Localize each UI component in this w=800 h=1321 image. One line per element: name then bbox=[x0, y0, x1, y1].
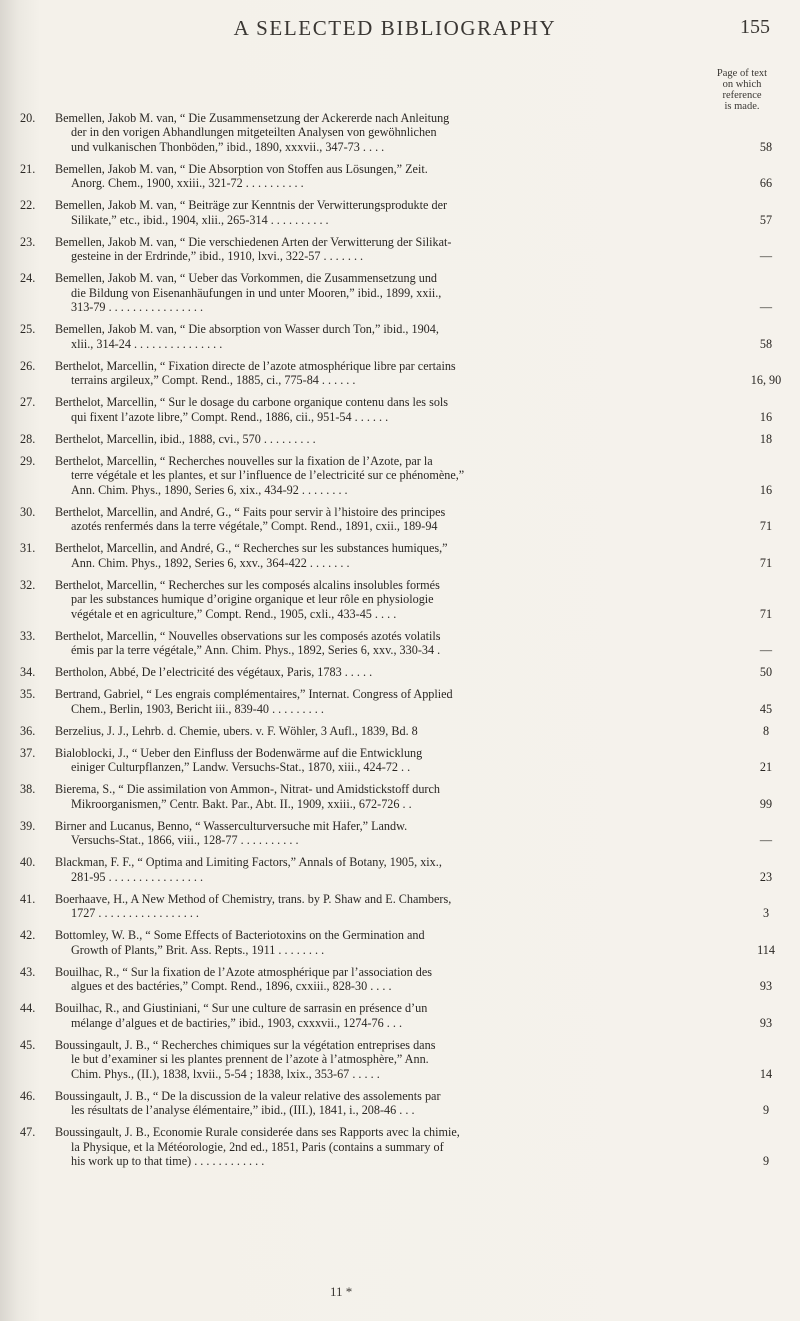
entry-citation bbox=[55, 271, 743, 314]
entry-citation bbox=[55, 1038, 743, 1081]
entry-citation bbox=[55, 1001, 743, 1030]
entry-page-reference: — bbox=[759, 833, 773, 848]
citation-line: Bemellen, Jakob M. van, “ Beiträge zur Kenntnis der Verwitterungsprodukte der bbox=[55, 198, 448, 213]
bibliography-entry bbox=[20, 819, 795, 848]
reference-column-note bbox=[704, 68, 780, 112]
entry-page-reference: 58 bbox=[759, 139, 773, 154]
entry-page-reference: 23 bbox=[759, 869, 773, 884]
citation-line: par les substances humique d’origine organique et leur rôle en physiologie bbox=[71, 592, 434, 607]
citation-line: Bialoblocki, J., “ Ueber den Einfluss der Bodenwärme auf die Entwicklung bbox=[55, 745, 423, 760]
citation-line: 281-95 . . . . . . . . . . . . . . . . bbox=[71, 869, 204, 884]
citation-line: Birner and Lucanus, Benno, “ Wasserculturversuche mit Hafer,” Landw. bbox=[55, 818, 408, 833]
entry-citation bbox=[55, 505, 743, 534]
entry-page-reference: 16 bbox=[759, 409, 773, 424]
entry-page-reference: 3 bbox=[762, 906, 770, 921]
entry-number: 31. bbox=[20, 541, 36, 556]
entry-number: 33. bbox=[20, 628, 36, 643]
entry-citation bbox=[55, 724, 743, 738]
reference-note-line: Page of text bbox=[716, 68, 768, 79]
citation-line: Anorg. Chem., 1900, xxiii., 321-72 . . . . . . . . . . bbox=[71, 176, 304, 191]
entry-page-reference: 71 bbox=[759, 606, 773, 621]
citation-line: der in den vorigen Abhandlungen mitgeteilten Analysen von gewöhnlichen bbox=[71, 125, 437, 140]
citation-line: xlii., 314-24 . . . . . . . . . . . . . . . bbox=[71, 336, 223, 351]
bibliography-entry bbox=[20, 111, 795, 154]
entry-number: 28. bbox=[20, 431, 36, 446]
citation-line: Bertholon, Abbé, De l’electricité des végétaux, Paris, 1783 . . . . . bbox=[55, 665, 373, 680]
entry-page-reference: 16 bbox=[759, 482, 773, 497]
entry-number: 40. bbox=[20, 855, 36, 870]
bibliography-entry bbox=[20, 1038, 795, 1081]
signature-mark: 11 * bbox=[330, 1284, 353, 1299]
entry-number: 44. bbox=[20, 1001, 36, 1016]
citation-line: Berthelot, Marcellin, “ Recherches sur les composés alcalins insolubles formés bbox=[55, 577, 440, 592]
entry-citation bbox=[55, 1089, 743, 1118]
entry-citation bbox=[55, 855, 743, 884]
citation-line: Bemellen, Jakob M. van, “ Die absorption von Wasser durch Ton,” ibid., 1904, bbox=[55, 322, 439, 337]
citation-line: Bemellen, Jakob M. van, “ Die Zusammensetzung der Ackererde nach Anleitung bbox=[55, 111, 450, 125]
citation-line: Silikate,” etc., ibid., 1904, xlii., 265-314 . . . . . . . . . . bbox=[71, 212, 329, 227]
entry-number: 29. bbox=[20, 453, 36, 468]
entry-citation bbox=[55, 162, 743, 191]
entry-citation bbox=[55, 1125, 743, 1168]
citation-line: qui fixent l’azote libre,” Compt. Rend., 1886, cii., 951-54 . . . . . . bbox=[71, 409, 389, 424]
entry-citation bbox=[55, 687, 743, 716]
entry-number: 21. bbox=[20, 161, 36, 176]
entry-citation bbox=[55, 746, 743, 775]
entry-citation bbox=[55, 395, 743, 424]
bibliography-entry bbox=[20, 892, 795, 921]
entry-citation bbox=[55, 111, 743, 154]
citation-line: Bouilhac, R., “ Sur la fixation de l’Azote atmosphérique par l’association des bbox=[55, 964, 433, 979]
entry-page-reference: 58 bbox=[759, 336, 773, 351]
bibliography-list bbox=[20, 111, 795, 1176]
citation-line: Bemellen, Jakob M. van, “ Die verschiedenen Arten der Verwitterung der Silikat- bbox=[55, 234, 452, 249]
citation-line: Boussingault, J. B., “ De la discussion de la valeur relative des assolements par bbox=[55, 1088, 441, 1103]
entry-page-reference: 9 bbox=[762, 1154, 770, 1169]
bibliography-entry bbox=[20, 1125, 795, 1168]
entry-number: 37. bbox=[20, 745, 36, 760]
entry-number: 46. bbox=[20, 1088, 36, 1103]
bibliography-entry bbox=[20, 965, 795, 994]
entry-page-reference: 66 bbox=[759, 176, 773, 191]
bibliography-entry bbox=[20, 541, 795, 570]
citation-line: Berthelot, Marcellin, ibid., 1888, cvi., 570 . . . . . . . . . bbox=[55, 431, 316, 446]
citation-line: his work up to that time) . . . . . . . . . . . . bbox=[71, 1154, 265, 1169]
bibliography-entry bbox=[20, 724, 795, 738]
entry-number: 25. bbox=[20, 322, 36, 337]
entry-page-reference: 45 bbox=[759, 701, 773, 716]
entry-citation bbox=[55, 965, 743, 994]
citation-line: Berthelot, Marcellin, “ Fixation directe de l’azote atmosphérique libre par certains bbox=[55, 358, 456, 373]
entry-citation bbox=[55, 198, 743, 227]
citation-line: Ann. Chim. Phys., 1890, Series 6, xix., 434-92 . . . . . . . . bbox=[71, 482, 348, 497]
bibliography-entry bbox=[20, 162, 795, 191]
bibliography-entry bbox=[20, 432, 795, 446]
entry-citation bbox=[55, 541, 743, 570]
entry-number: 35. bbox=[20, 687, 36, 702]
bibliography-entry bbox=[20, 782, 795, 811]
entry-number: 41. bbox=[20, 891, 36, 906]
bibliography-entry bbox=[20, 578, 795, 621]
citation-line: les résultats de l’analyse élémentaire,” ibid., (III.), 1841, i., 208-46 . . . bbox=[71, 1103, 415, 1118]
entry-citation bbox=[55, 665, 743, 679]
entry-number: 42. bbox=[20, 928, 36, 943]
entry-page-reference: 50 bbox=[759, 665, 773, 680]
reference-note-line: is made. bbox=[724, 101, 760, 112]
reference-note-line: reference bbox=[722, 90, 762, 101]
entry-citation bbox=[55, 359, 743, 388]
entry-number: 45. bbox=[20, 1037, 36, 1052]
bibliography-entry bbox=[20, 746, 795, 775]
bibliography-entry bbox=[20, 1001, 795, 1030]
citation-line: Bouilhac, R., and Giustiniani, “ Sur une culture de sarrasin en présence d’un bbox=[55, 1001, 428, 1016]
citation-line: Berthelot, Marcellin, “ Nouvelles observations sur les composés azotés volatils bbox=[55, 628, 441, 643]
entry-page-reference: 9 bbox=[762, 1103, 770, 1118]
entry-citation bbox=[55, 819, 743, 848]
entry-citation bbox=[55, 454, 743, 497]
citation-line: Versuchs-Stat., 1866, viii., 128-77 . . . . . . . . . . bbox=[71, 833, 299, 848]
entry-number: 32. bbox=[20, 577, 36, 592]
bibliography-entry bbox=[20, 1089, 795, 1118]
citation-line: Berthelot, Marcellin, “ Recherches nouvelles sur la fixation de l’Azote, par la bbox=[55, 453, 433, 468]
citation-line: Berthelot, Marcellin, “ Sur le dosage du carbone organique contenu dans les sols bbox=[55, 395, 449, 410]
entry-page-reference: — bbox=[759, 249, 773, 264]
citation-line: Bemellen, Jakob M. van, “ Die Absorption von Stoffen aus Lösungen,” Zeit. bbox=[55, 161, 428, 176]
entry-number: 20. bbox=[20, 111, 36, 125]
entry-page-reference: 93 bbox=[759, 979, 773, 994]
page-header bbox=[80, 16, 770, 44]
bibliography-entry bbox=[20, 928, 795, 957]
entry-page-reference: 57 bbox=[759, 212, 773, 227]
entry-citation bbox=[55, 322, 743, 351]
entry-citation bbox=[55, 235, 743, 264]
bibliography-entry bbox=[20, 359, 795, 388]
bibliography-entry bbox=[20, 198, 795, 227]
citation-line: Bemellen, Jakob M. van, “ Ueber das Vorkommen, die Zusammensetzung und bbox=[55, 271, 438, 286]
entry-citation bbox=[55, 928, 743, 957]
entry-number: 26. bbox=[20, 358, 36, 373]
entry-number: 24. bbox=[20, 271, 36, 286]
bibliography-entry bbox=[20, 395, 795, 424]
citation-line: terrains argileux,” Compt. Rend., 1885, ci., 775-84 . . . . . . bbox=[71, 373, 356, 388]
bibliography-entry bbox=[20, 629, 795, 658]
citation-line: Bertrand, Gabriel, “ Les engrais complémentaires,” Internat. Congress of Applied bbox=[55, 687, 453, 702]
citation-line: 1727 . . . . . . . . . . . . . . . . . bbox=[71, 906, 199, 921]
entry-page-reference: 71 bbox=[759, 555, 773, 570]
citation-line: Growth of Plants,” Brit. Ass. Repts., 1911 . . . . . . . . bbox=[71, 942, 325, 957]
entry-number: 38. bbox=[20, 782, 36, 797]
citation-line: Boussingault, J. B., “ Recherches chimiques sur la végétation entreprises dans bbox=[55, 1037, 436, 1052]
bibliography-entry bbox=[20, 322, 795, 351]
entry-page-reference: 8 bbox=[762, 723, 770, 738]
entry-page-reference: 114 bbox=[757, 942, 775, 957]
entry-page-reference: 21 bbox=[759, 760, 773, 775]
citation-line: Boussingault, J. B., Economie Rurale considerée dans ses Rapports avec la chimie, bbox=[55, 1125, 460, 1140]
entry-citation bbox=[55, 578, 743, 621]
citation-line: le but d’examiner si les plantes prennent de l’azote à l’atmosphère,” Ann. bbox=[71, 1052, 429, 1067]
citation-line: Bottomley, W. B., “ Some Effects of Bacteriotoxins on the Germination and bbox=[55, 928, 425, 943]
citation-line: Mikroorganismen,” Centr. Bakt. Par., Abt. II., 1909, xxiii., 672-726 . . bbox=[71, 796, 412, 811]
entry-number: 39. bbox=[20, 818, 36, 833]
entry-citation bbox=[55, 629, 743, 658]
entry-page-reference: 99 bbox=[759, 796, 773, 811]
bibliography-entry bbox=[20, 271, 795, 314]
citation-line: Berzelius, J. J., Lehrb. d. Chemie, ubers. v. F. Wöhler, 3 Aufl., 1839, Bd. 8 bbox=[55, 723, 418, 738]
citation-line: einiger Culturpflanzen,” Landw. Versuchs-Stat., 1870, xiii., 424-72 . . bbox=[71, 760, 411, 775]
bibliography-entry bbox=[20, 855, 795, 884]
citation-line: Chem., Berlin, 1903, Bericht iii., 839-40 . . . . . . . . . bbox=[71, 701, 324, 716]
bibliography-entry bbox=[20, 454, 795, 497]
entry-number: 47. bbox=[20, 1125, 36, 1140]
entry-page-reference: 93 bbox=[759, 1015, 773, 1030]
entry-number: 30. bbox=[20, 504, 36, 519]
entry-page-reference: 18 bbox=[759, 431, 773, 446]
citation-line: algues et des bactéries,” Compt. Rend., 1896, cxxiii., 828-30 . . . . bbox=[71, 979, 392, 994]
entry-page-reference: 14 bbox=[759, 1066, 773, 1081]
entry-citation bbox=[55, 892, 743, 921]
citation-line: Berthelot, Marcellin, and André, G., “ Faits pour servir à l’histoire des principes bbox=[55, 504, 446, 519]
citation-line: émis par la terre végétale,” Ann. Chim. Phys., 1892, Series 6, xxv., 330-34 . bbox=[71, 643, 441, 658]
entry-citation bbox=[55, 782, 743, 811]
entry-number: 34. bbox=[20, 665, 36, 680]
citation-line: Chim. Phys., (II.), 1838, lxvii., 5-54 ; 1838, lxix., 353-67 . . . . . bbox=[71, 1066, 380, 1081]
entry-number: 43. bbox=[20, 964, 36, 979]
page-number: 155 bbox=[740, 16, 770, 38]
entry-number: 23. bbox=[20, 234, 36, 249]
entry-page-reference: — bbox=[759, 300, 773, 315]
citation-line: und vulkanischen Thonböden,” ibid., 1890, xxxvii., 347-73 . . . . bbox=[71, 139, 385, 154]
citation-line: terre végétale et les plantes, et sur l’influence de l’electricité sur ce phénomène,” bbox=[71, 468, 465, 483]
citation-line: Bierema, S., “ Die assimilation von Ammon-, Nitrat- und Amidstickstoff durch bbox=[55, 782, 440, 797]
entry-page-reference: — bbox=[759, 643, 773, 658]
bibliography-entry bbox=[20, 665, 795, 679]
citation-line: die Bildung von Eisenanhäufungen in und unter Mooren,” ibid., 1899, xxii., bbox=[71, 285, 442, 300]
citation-line: Boerhaave, H., A New Method of Chemistry, trans. by P. Shaw and E. Chambers, bbox=[55, 891, 452, 906]
citation-line: 313-79 . . . . . . . . . . . . . . . . bbox=[71, 300, 204, 315]
entry-number: 36. bbox=[20, 723, 36, 738]
citation-line: mélange d’algues et de bactiries,” ibid., 1903, cxxxvii., 1274-76 . . . bbox=[71, 1015, 403, 1030]
entry-page-reference: 16, 90 bbox=[750, 373, 782, 388]
bibliography-entry bbox=[20, 687, 795, 716]
bibliography-entry bbox=[20, 505, 795, 534]
citation-line: la Physique, et la Météorologie, 2nd ed., 1851, Paris (contains a summary of bbox=[71, 1139, 444, 1154]
entry-number: 22. bbox=[20, 198, 36, 213]
citation-line: Blackman, F. F., “ Optima and Limiting Factors,” Annals of Botany, 1905, xix., bbox=[55, 855, 442, 870]
bibliography-entry bbox=[20, 235, 795, 264]
citation-line: végétale et en agriculture,” Compt. Rend., 1905, cxli., 433-45 . . . . bbox=[71, 606, 397, 621]
reference-note-line: on which bbox=[722, 79, 762, 90]
entry-citation bbox=[55, 432, 743, 446]
entry-page-reference: 71 bbox=[759, 519, 773, 534]
entry-number: 27. bbox=[20, 395, 36, 410]
citation-line: gesteine in der Erdrinde,” ibid., 1910, lxvi., 322-57 . . . . . . . bbox=[71, 249, 364, 264]
citation-line: Ann. Chim. Phys., 1892, Series 6, xxv., 364-422 . . . . . . . bbox=[71, 555, 350, 570]
citation-line: Berthelot, Marcellin, and André, G., “ Recherches sur les substances humiques,” bbox=[55, 541, 448, 556]
citation-line: azotés renfermés dans la terre végétale,” Compt. Rend., 1891, cxii., 189-94 bbox=[71, 519, 438, 534]
running-head: A SELECTED BIBLIOGRAPHY bbox=[233, 16, 557, 40]
